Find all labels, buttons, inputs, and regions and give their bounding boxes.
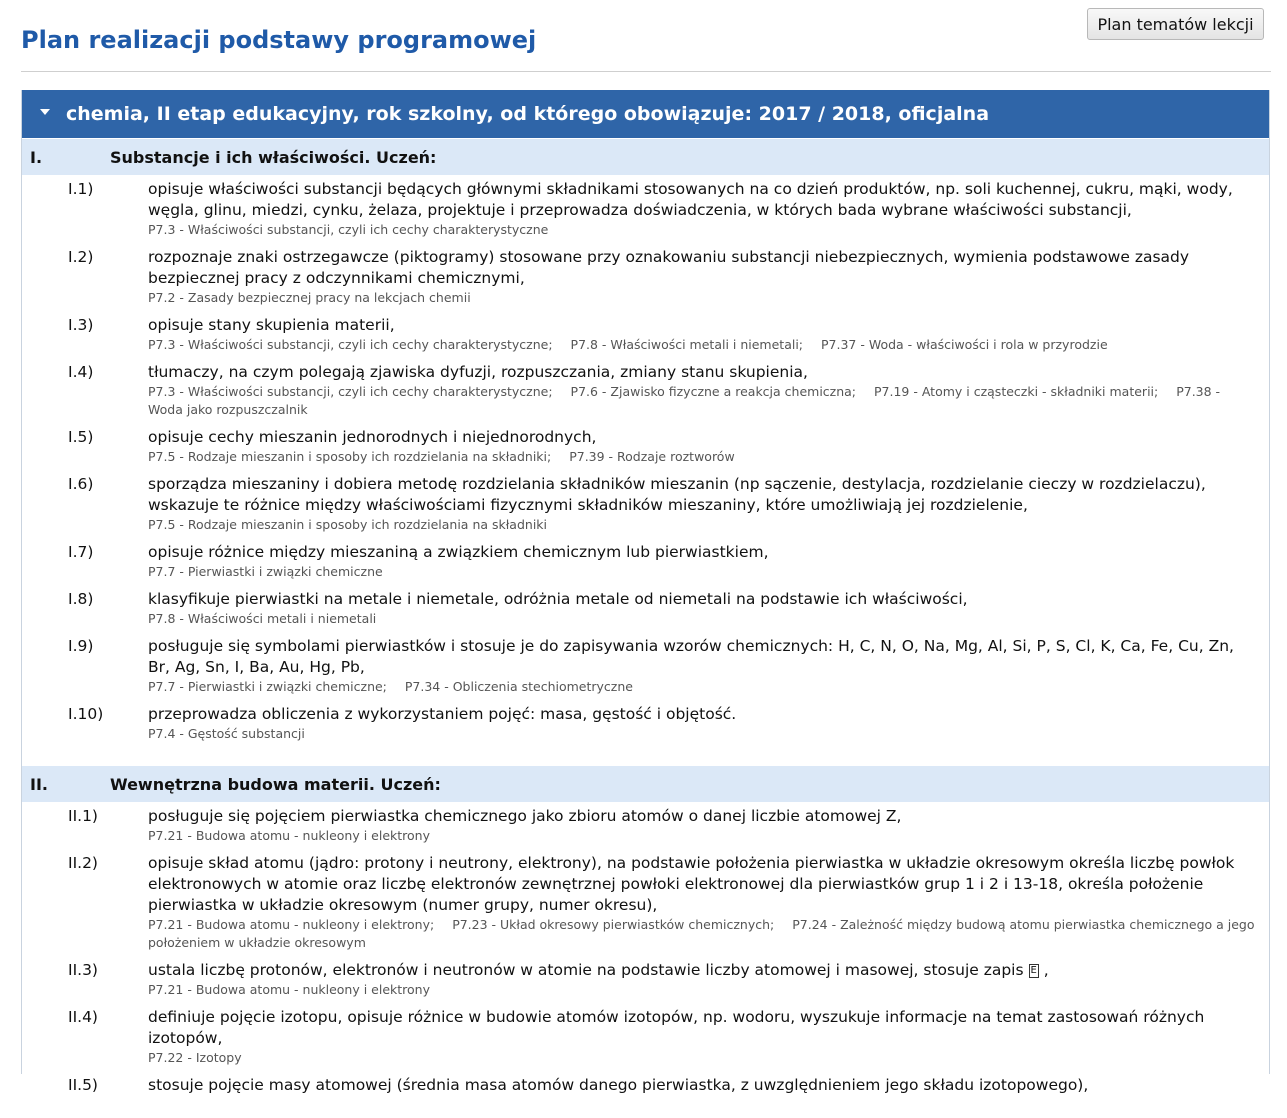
item-topic-refs (148, 916, 1257, 952)
section-title: Wewnętrzna budowa materii. Uczeń: (110, 774, 441, 794)
item-text (148, 636, 1257, 678)
item-text (148, 960, 1257, 981)
item-body (148, 589, 1257, 628)
item-topic-refs (148, 563, 1257, 581)
item-text-content: posługuje się pojęciem pierwiastka chemicznego jako zbioru atomów o danej liczbie atomowej Z, (148, 807, 902, 825)
topic-ref-link[interactable]: P7.34 - Obliczenia stechiometryczne (404, 679, 633, 694)
list-item (22, 427, 1269, 466)
item-text-suffix: , (1043, 961, 1049, 979)
item-number: II.5) (68, 1076, 98, 1094)
item-number: I.2) (68, 248, 94, 266)
topic-ref-link[interactable]: P7.7 - Pierwiastki i związki chemiczne (148, 564, 383, 579)
item-text (148, 179, 1257, 221)
item-text-content: opisuje skład atomu (jądro: protony i neutrony, elektrony), na podstawie położenia pierwiastka w układzie okresowym określa liczbę powłok elektronowych w atomie oraz liczbę elektronów zewnętrznej powłoki elektronowej dla pierwiastków grup 1 i 2 i 13-18, określa położenie pierwiastka w układzie okresowym (numer grupy, numer okresu), (148, 854, 1235, 914)
item-topic-refs (148, 221, 1257, 239)
item-text-content: definiuje pojęcie izotopu, opisuje różnice w budowie atomów izotopów, np. wodoru, wyszukuje informacje na temat zastosowań różnych izotopów, (148, 1008, 1205, 1047)
topic-ref-link[interactable]: P7.38 - Woda jako rozpuszczalnik (148, 384, 1221, 417)
topic-ref-link[interactable]: P7.8 - Właściwości metali i niemetali (148, 611, 377, 626)
topic-ref-link[interactable]: P7.22 - Izotopy (148, 1050, 242, 1065)
item-topic-refs (148, 516, 1257, 534)
item-body (148, 315, 1257, 354)
item-text-content: opisuje cechy mieszanin jednorodnych i niejednorodnych, (148, 428, 597, 446)
item-text (148, 1007, 1257, 1049)
item-text (148, 542, 1257, 563)
item-text (148, 704, 1257, 725)
item-text (148, 427, 1257, 448)
page-title: Plan realizacji podstawy programowej (21, 26, 537, 54)
item-number: I.8) (68, 590, 94, 608)
item-body (148, 362, 1257, 419)
topic-ref-link[interactable]: P7.37 - Woda - właściwości i rola w przyrodzie (821, 337, 1108, 352)
item-number: I.1) (68, 180, 94, 198)
item-topic-refs (148, 383, 1257, 419)
item-text (148, 853, 1257, 916)
topic-ref-link[interactable]: P7.4 - Gęstość substancji (148, 726, 305, 741)
list-item (22, 1075, 1269, 1096)
list-item (22, 315, 1269, 354)
item-body (148, 806, 1257, 845)
sections-list (22, 138, 1269, 1118)
item-text-content: rozpoznaje znaki ostrzegawcze (piktogramy) stosowane przy oznakowaniu substancji niebezpiecznych, wymienia podstawowe zasady bezpiecznej pracy z odczynnikami chemicznymi, (148, 248, 1190, 287)
item-topic-refs (148, 678, 1257, 696)
section-title: Substancje i ich właściwości. Uczeń: (110, 147, 437, 167)
item-topic-refs (148, 725, 1257, 743)
title-divider (21, 71, 1271, 72)
curriculum-header[interactable] (22, 90, 1269, 138)
curriculum-header-title: chemia, II etap edukacyjny, rok szkolny, od którego obowiązuje: 2017 / 2018, oficjalna (66, 103, 990, 125)
topic-ref-link[interactable]: P7.7 - Pierwiastki i związki chemiczne; (148, 679, 387, 694)
item-text-content: przeprowadza obliczenia z wykorzystaniem pojęć: masa, gęstość i objętość. (148, 705, 737, 723)
item-topic-refs (148, 827, 1257, 845)
item-text (148, 806, 1257, 827)
item-topic-refs (148, 336, 1257, 354)
curriculum-panel (21, 90, 1270, 1094)
item-body (148, 247, 1257, 307)
list-item (22, 247, 1269, 307)
isotope-notation-symbol: E (1030, 964, 1037, 976)
topic-ref-link[interactable]: P7.3 - Właściwości substancji, czyli ich cechy charakterystyczne (148, 222, 549, 237)
item-number: I.6) (68, 475, 94, 493)
section-items (22, 175, 1269, 765)
list-item (22, 806, 1269, 845)
item-text (148, 589, 1257, 610)
item-body (148, 179, 1257, 239)
topic-ref-link[interactable]: P7.5 - Rodzaje mieszanin i sposoby ich rozdzielania na składniki; (148, 449, 552, 464)
item-text (148, 474, 1257, 516)
topic-ref-link[interactable]: P7.21 - Budowa atomu - nukleony i elektrony (148, 828, 430, 843)
item-body (148, 474, 1257, 534)
item-topic-refs (148, 448, 1257, 466)
topic-ref-link[interactable]: P7.39 - Rodzaje roztworów (569, 449, 735, 464)
section-number: II. (30, 774, 48, 794)
item-text-content: opisuje właściwości substancji będących głównymi składnikami stosowanych na co dzień produktów, np. soli kuchennej, cukru, mąki, wody, węgla, glinu, miedzi, cynku, żelaza, projektuje i przeprowadza doświadczenia, w których bada wybrane właściwości substancji, (148, 180, 1233, 219)
section-header (22, 765, 1269, 802)
item-text (148, 315, 1257, 336)
topic-ref-link[interactable]: P7.23 - Układ okresowy pierwiastków chemicznych; (452, 917, 775, 932)
item-text-content: posługuje się symbolami pierwiastków i stosuje je do zapisywania wzorów chemicznych: H, C, N, O, Na, Mg, Al, Si, P, S, Cl, K, Ca, Fe, Cu, Zn, Br, Ag, Sn, I, Ba, Au, Hg, Pb, (148, 637, 1234, 676)
topic-ref-link[interactable]: P7.6 - Zjawisko fizyczne a reakcja chemiczna; (570, 384, 857, 399)
item-number: II.2) (68, 854, 98, 872)
item-body (148, 542, 1257, 581)
item-body (148, 1075, 1257, 1096)
list-item (22, 474, 1269, 534)
item-topic-refs (148, 289, 1257, 307)
item-topic-refs (148, 981, 1257, 999)
list-item (22, 636, 1269, 696)
topic-ref-link[interactable]: P7.3 - Właściwości substancji, czyli ich cechy charakterystyczne; (148, 384, 553, 399)
item-text (148, 1075, 1257, 1096)
topic-ref-link[interactable]: P7.8 - Właściwości metali i niemetali; (570, 337, 804, 352)
list-item (22, 542, 1269, 581)
list-item (22, 362, 1269, 419)
item-text-content: ustala liczbę protonów, elektronów i neutronów w atomie na podstawie liczby atomowej i masowej, stosuje zapis (148, 961, 1024, 979)
item-body (148, 1007, 1257, 1067)
topic-ref-link[interactable]: P7.24 - Zależność między budową atomu pierwiastka chemicznego a jego położeniem w układzie okresowym (148, 917, 1255, 950)
list-item (22, 704, 1269, 743)
item-body (148, 427, 1257, 466)
plan-lessons-button[interactable]: Plan tematów lekcji (1087, 8, 1264, 40)
list-item (22, 1007, 1269, 1067)
topic-ref-link[interactable]: P7.19 - Atomy i cząsteczki - składniki materii; (874, 384, 1159, 399)
item-text-content: tłumaczy, na czym polegają zjawiska dyfuzji, rozpuszczania, zmiany stanu skupienia, (148, 363, 808, 381)
section-number: I. (30, 147, 43, 167)
item-number: I.7) (68, 543, 94, 561)
item-body (148, 636, 1257, 696)
item-text-content: opisuje różnice między mieszaniną a związkiem chemicznym lub pierwiastkiem, (148, 543, 769, 561)
section-header (22, 138, 1269, 175)
item-number: II.1) (68, 807, 98, 825)
item-text-content: klasyfikuje pierwiastki na metale i niemetale, odróżnia metale od niemetali na podstawie ich właściwości, (148, 590, 968, 608)
topic-ref-link[interactable]: P7.21 - Budowa atomu - nukleony i elektrony; (148, 917, 435, 932)
item-number: I.9) (68, 637, 94, 655)
item-topic-refs (148, 610, 1257, 628)
item-body (148, 960, 1257, 999)
item-number: I.4) (68, 363, 94, 381)
item-topic-refs (148, 1049, 1257, 1067)
item-text-content: opisuje stany skupienia materii, (148, 316, 395, 334)
list-item (22, 960, 1269, 999)
section-items (22, 802, 1269, 1118)
list-item (22, 179, 1269, 239)
item-text (148, 362, 1257, 383)
item-text (148, 247, 1257, 289)
topic-ref-link[interactable]: P7.3 - Właściwości substancji, czyli ich cechy charakterystyczne; (148, 337, 553, 352)
item-number: I.10) (68, 705, 104, 723)
item-number: II.4) (68, 1008, 98, 1026)
item-number: II.3) (68, 961, 98, 979)
topic-ref-link[interactable]: P7.2 - Zasady bezpiecznej pracy na lekcjach chemii (148, 290, 471, 305)
item-body (148, 853, 1257, 952)
item-text-content: sporządza mieszaniny i dobiera metodę rozdzielania składników mieszanin (np sączenie, destylacja, rozdzielanie cieczy w rozdzielaczu), wskazuje te różnice między właściwościami fizycznymi składników mieszaniny, które umożliwiają jej rozdzielenie, (148, 475, 1206, 514)
topic-ref-link[interactable]: P7.21 - Budowa atomu - nukleony i elektrony (148, 982, 430, 997)
list-item (22, 589, 1269, 628)
item-body (148, 704, 1257, 743)
item-number: I.3) (68, 316, 94, 334)
item-number: I.5) (68, 428, 94, 446)
item-text-content: stosuje pojęcie masy atomowej (średnia masa atomów danego pierwiastka, z uwzględnieniem jego składu izotopowego), (148, 1076, 1089, 1094)
caret-down-icon[interactable] (40, 109, 50, 115)
list-item (22, 853, 1269, 952)
topic-ref-link[interactable]: P7.5 - Rodzaje mieszanin i sposoby ich rozdzielania na składniki (148, 517, 548, 532)
